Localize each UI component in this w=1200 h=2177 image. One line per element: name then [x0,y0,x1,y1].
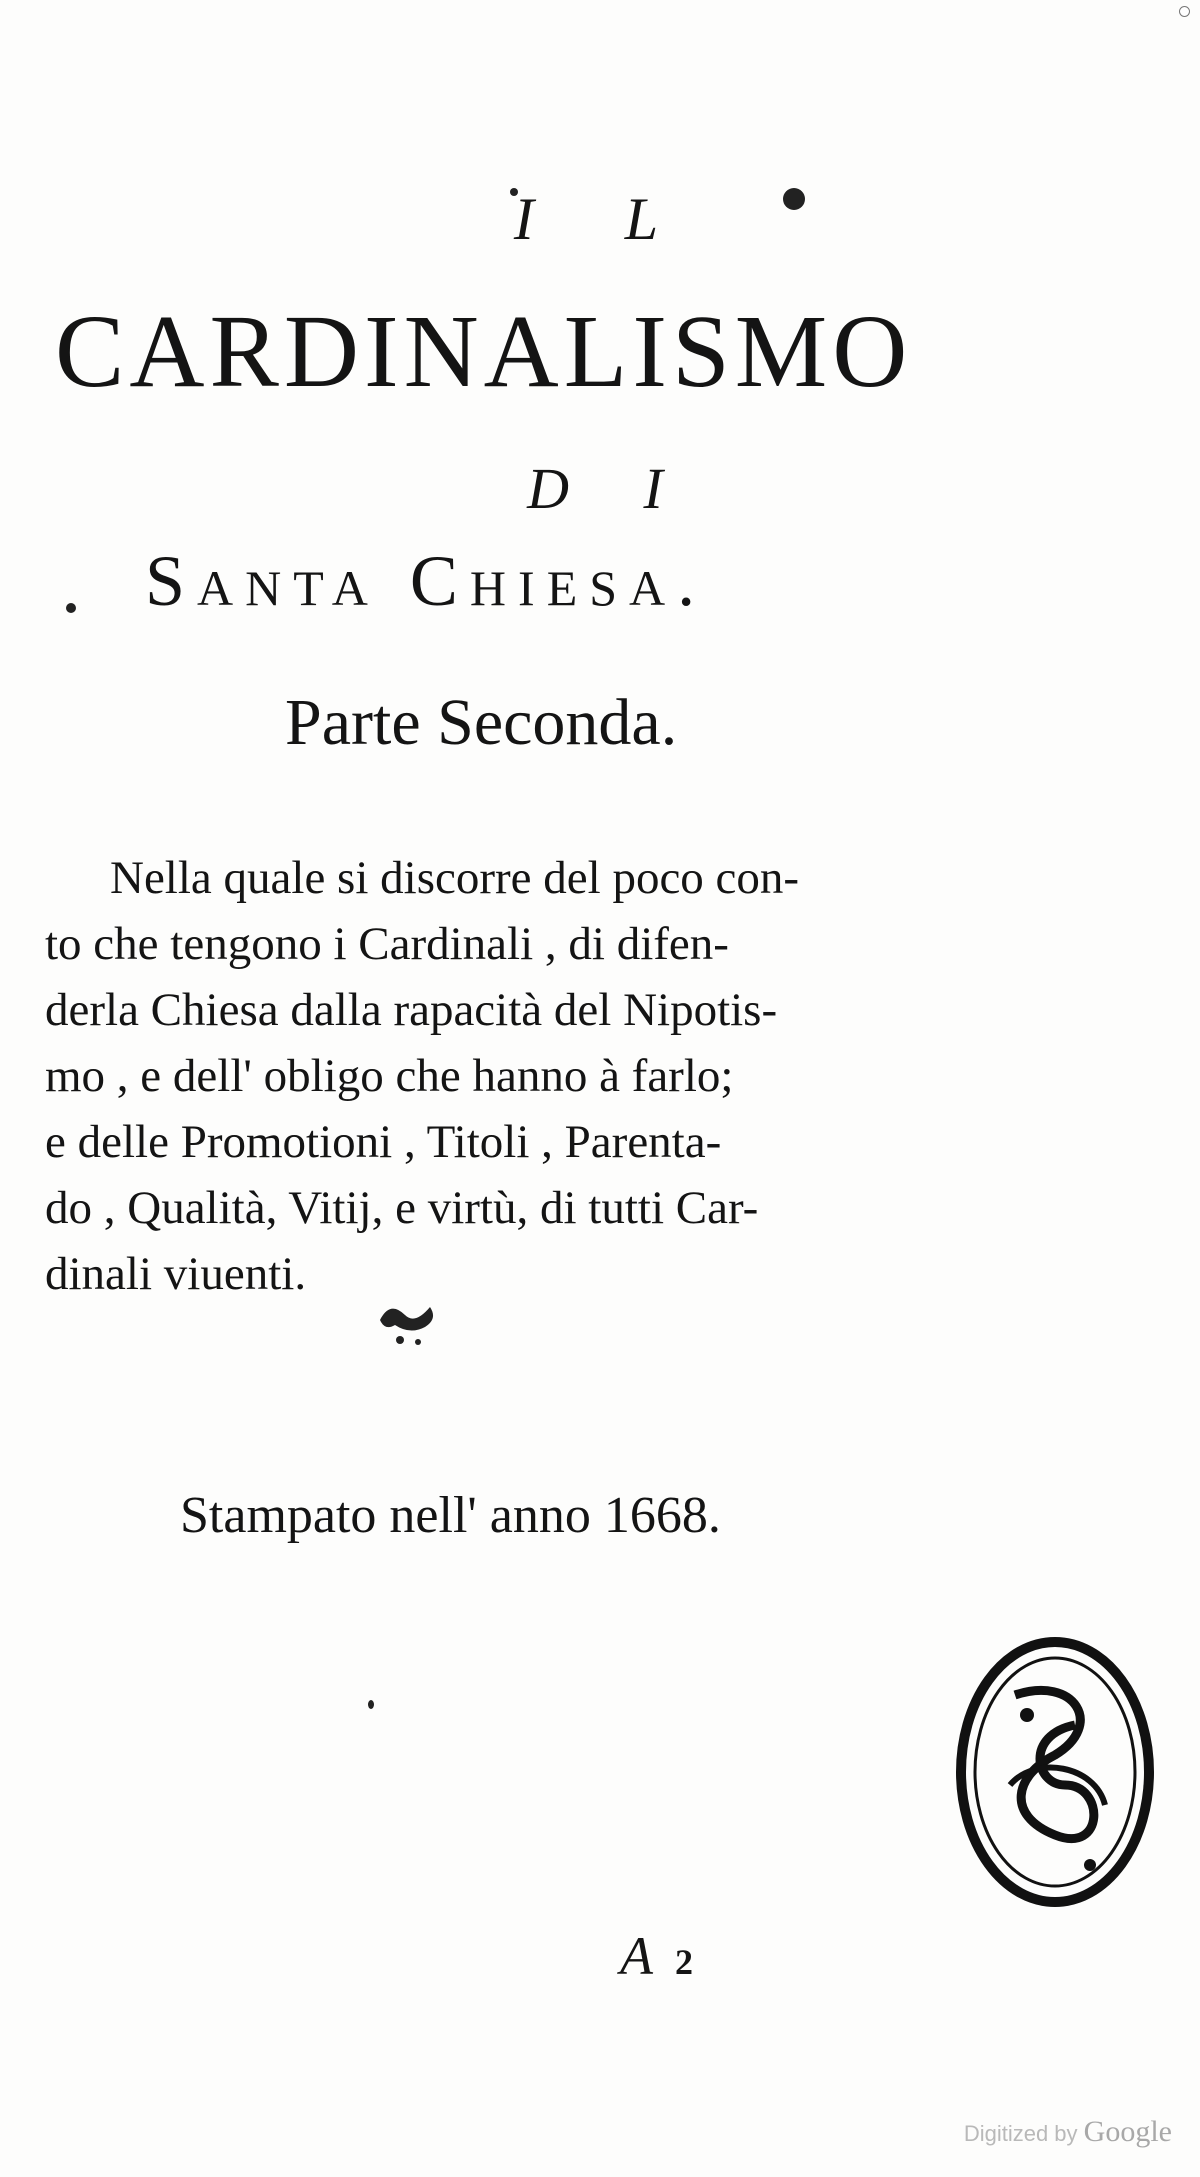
paragraph-line: derla Chiesa dalla rapacità del Nipotis- [45,984,778,1036]
paragraph-line: dinali viuenti. [45,1248,307,1300]
paragraph-line: mo , e dell' obligo che hanno à farlo; [45,1050,734,1102]
signature-mark [620,1925,693,1987]
description-paragraph [45,845,1005,1307]
ink-blot-ornament [360,1290,470,1360]
google-logo: Google [1083,2115,1172,2148]
library-stamp-icon [955,1635,1155,1910]
paragraph-line: to che tengono i Cardinali , di difen- [45,918,729,970]
ink-speck [66,603,76,613]
title-line-parte-seconda: Parte Seconda. [285,686,678,759]
imprint-line: Stampato nell' anno 1668. [180,1487,721,1544]
digitized-watermark [964,2115,1172,2149]
paragraph-line: do , Qualità, Vitij, e virtù, di tutti Car- [45,1182,759,1234]
watermark-prefix: Digitized by [963,2121,1078,2146]
title-line-cardinalismo: CARDINALISMO [55,294,913,409]
title-line-santa-chiesa: Santa Chiesa. [145,541,708,621]
ink-speck [368,1700,374,1709]
title-line-di: D I [527,456,693,521]
signature-letter: A [620,1926,653,1986]
corner-mark [1179,6,1190,17]
signature-number: 2 [675,1942,693,1982]
paragraph-line: Nella quale si discorre del poco con- [110,852,800,904]
paragraph-line: e delle Promotioni , Titoli , Parenta- [45,1116,722,1168]
title-line-il: I L [513,186,697,252]
